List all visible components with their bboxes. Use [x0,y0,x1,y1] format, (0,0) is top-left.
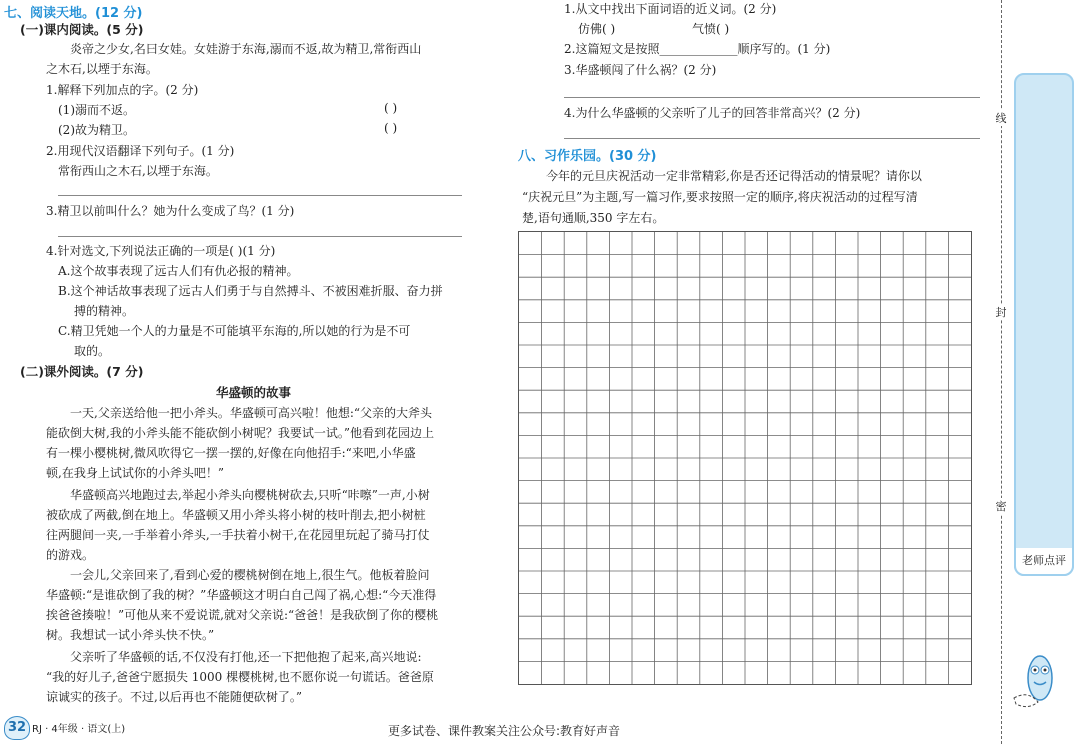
option-b: B.这个神话故事表现了远古人们勇于与自然搏斗、不被困难折服、奋力拼 [58,284,443,298]
story-line: 往两腿间一夹,一手举着小斧头,一手扶着小树干,在花园里玩起了骑马打仗 [46,528,430,542]
story-line: “我的好儿子,爸爸宁愿损失 1000 棵樱桃树,也不愿你说一句谎话。爸爸原 [46,670,434,684]
story-line: 有一棵小樱桃树,微风吹得它一摆一摆的,好像在向他招手:“来吧,小华盛 [46,446,416,460]
answer-line[interactable] [564,97,980,98]
story-line: 的游戏。 [46,548,95,562]
mascot-icon [1008,640,1072,710]
story-line: 挨爸爸揍啦！”可他从来不爱说谎,就对父亲说:“爸爸！是我砍倒了你的樱桃 [46,608,439,622]
binding-label-xian: 线 [995,112,1007,125]
writing-grid[interactable] [518,231,972,685]
story-line: 华盛顿高兴地跑过去,举起小斧头向樱桃树砍去,只听“咔嚓”一声,小树 [70,488,430,502]
story-line: 父亲听了华盛顿的话,不仅没有打他,还一下把他抱了起来,高兴地说: [70,650,422,664]
story-line: 能砍倒大树,我的小斧头能不能砍倒小树呢？我要试一试。”他看到花园边上 [46,426,434,440]
part1-title: (一)课内阅读。(5 分) [20,22,144,37]
story-line: 一天,父亲送给他一把小斧头。华盛顿可高兴啦！他想:“父亲的大斧头 [70,406,432,420]
story-line: 一会儿,父亲回来了,看到心爱的樱桃树倒在地上,很生气。他板着脸问 [70,568,430,582]
section8-title: 八、习作乐园。(30 分) [518,149,657,164]
section7-title: 七、阅读天地。(12 分) [4,6,143,21]
page-number: 32 [4,716,30,740]
teacher-comment-label: 老师点评 [1014,548,1074,576]
answer-line[interactable] [58,236,462,237]
part2-question-1: 1.从文中找出下面词语的近义词。(2 分) [564,2,777,16]
prompt-line: 今年的元旦庆祝活动一定非常精彩,你是否还记得活动的情景呢？请你以 [546,169,922,183]
passage-line: 炎帝之少女,名曰女娃。女娃游于东海,溺而不返,故为精卫,常衔西山 [70,42,422,56]
grade-label: RJ · 4年级 · 语文(上) [32,724,126,735]
question-2: 2.用现代汉语翻译下列句子。(1 分) [46,144,235,158]
synonym-blank-2: 气愤( ) [692,22,730,36]
question-3: 3.精卫以前叫什么？她为什么变成了鸟？(1 分) [46,204,295,218]
story-line: 谅诚实的孩子。不过,以后再也不能随便砍树了。” [46,690,302,704]
option-b-cont: 搏的精神。 [74,304,135,318]
story-line: 树。我想试一试小斧头快不快。” [46,628,215,642]
question-1b: (2)故为精卫。 [58,123,135,137]
story-line: 顿,在我身上试试你的小斧头吧！” [46,466,224,480]
story-title: 华盛顿的故事 [216,385,292,400]
option-a: A.这个故事表现了远古人们有仇必报的精神。 [58,264,299,278]
answer-paren: ( ) [384,101,398,115]
synonym-blank-1: 仿佛( ) [578,22,616,36]
question-1: 1.解释下列加点的字。(2 分) [46,83,199,97]
question-2-sentence: 常衔西山之木石,以堙于东海。 [58,164,218,178]
part2-question-4: 4.为什么华盛顿的父亲听了儿子的回答非常高兴？(2 分) [564,106,861,120]
part2-question-2: 2.这篇短文是按照_____________顺序写的。(1 分) [564,42,831,56]
part2-title: (二)课外阅读。(7 分) [20,364,144,379]
story-line: 华盛顿:“是谁砍倒了我的树？”华盛顿这才明白自己闯了祸,心想:“今天准得 [46,588,437,602]
question-1a: (1)溺而不返。 [58,103,135,117]
binding-label-feng: 封 [995,306,1007,319]
passage-line: 之木石,以堙于东海。 [46,62,158,76]
answer-line[interactable] [564,138,980,139]
binding-label-mi: 密 [995,500,1007,513]
option-c: C.精卫凭她一个人的力量是不可能填平东海的,所以她的行为是不可 [58,324,411,338]
question-4: 4.针对选文,下列说法正确的一项是( )(1 分) [46,244,276,258]
answer-line[interactable] [58,195,462,196]
prompt-line: 楚,语句通顺,350 字左右。 [522,211,665,225]
option-c-cont: 取的。 [74,344,111,358]
story-line: 被砍成了两截,倒在地上。华盛顿又用小斧头将小树的枝叶削去,把小树桩 [46,508,426,522]
part2-question-3: 3.华盛顿闯了什么祸？(2 分) [564,63,717,77]
footer-notice: 更多试卷、课件教案关注公众号:教育好声音 [388,724,621,738]
teacher-comment-box[interactable] [1014,73,1074,576]
prompt-line: “庆祝元旦”为主题,写一篇习作,要求按照一定的顺序,将庆祝活动的过程写清 [522,190,918,204]
answer-paren: ( ) [384,121,398,135]
